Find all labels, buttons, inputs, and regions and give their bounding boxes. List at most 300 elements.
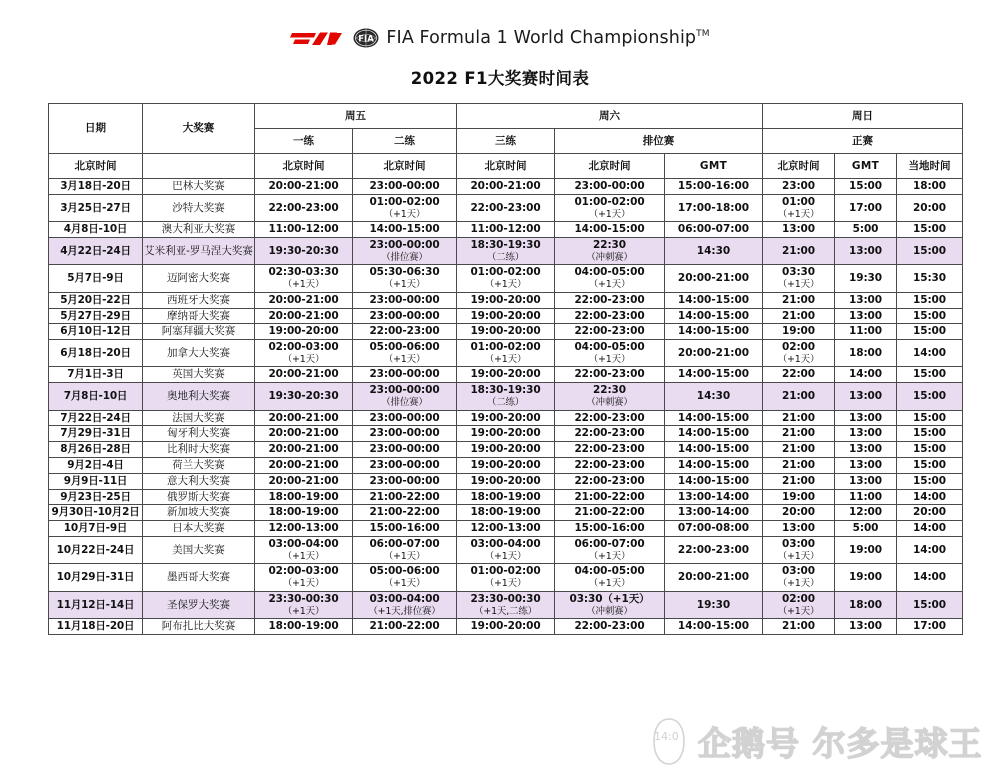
header-friday: 周五 xyxy=(255,104,457,129)
cell-fp3-value: 18:00-19:00 xyxy=(470,506,541,519)
cell-grand-prix-value: 阿布扎比大奖赛 xyxy=(161,620,236,633)
cell-grand-prix xyxy=(143,222,255,238)
cell-race-local-value: 15:00 xyxy=(913,368,946,381)
cell-race-beijing-value: 22:00 xyxy=(782,368,815,381)
cell-fp3-value: 11:00-12:00 xyxy=(470,223,541,236)
cell-race-gmt-value: 13:00 xyxy=(849,427,882,440)
cell-qualifying-beijing-value: 22:00-23:00 xyxy=(574,309,645,322)
cell-race-gmt-value: 13:00 xyxy=(849,244,882,257)
cell-race-beijing xyxy=(763,324,835,340)
header-qualifying-beijing: 北京时间 xyxy=(555,154,665,179)
cell-race-gmt xyxy=(835,367,897,383)
cell-fp2-value: 23:00-00:00 xyxy=(369,384,440,397)
cell-fp2 xyxy=(353,521,457,537)
cell-race-gmt xyxy=(835,458,897,474)
cell-grand-prix xyxy=(143,324,255,340)
cell-race-beijing-note: （+1天） xyxy=(777,279,820,291)
cell-qualifying-gmt-value: 14:00-15:00 xyxy=(677,411,750,424)
header-race-beijing: 北京时间 xyxy=(763,154,835,179)
cell-race-beijing xyxy=(763,521,835,537)
cell-fp3-value: 19:00-20:00 xyxy=(470,474,541,487)
cell-date xyxy=(49,179,143,195)
cell-fp2-value: 01:00-02:00 xyxy=(369,195,440,208)
table-row xyxy=(49,410,963,426)
cell-fp1-value: 20:00-21:00 xyxy=(268,474,339,487)
cell-race-local xyxy=(897,237,963,264)
cell-fp3 xyxy=(457,222,555,238)
cell-race-local xyxy=(897,410,963,426)
cell-fp2 xyxy=(353,458,457,474)
cell-qualifying-beijing-value: 15:00-16:00 xyxy=(574,522,645,535)
cell-race-gmt xyxy=(835,564,897,591)
cell-qualifying-beijing-value: 22:00-23:00 xyxy=(574,474,645,487)
cell-race-local xyxy=(897,564,963,591)
cell-fp2 xyxy=(353,292,457,308)
cell-race-local xyxy=(897,340,963,367)
cell-qualifying-beijing-value: 21:00-22:00 xyxy=(574,506,645,519)
cell-date-value: 11月12日-14日 xyxy=(56,598,135,611)
cell-race-gmt xyxy=(835,194,897,221)
cell-fp3-value: 23:30-00:30 xyxy=(470,592,541,605)
cell-qualifying-beijing xyxy=(555,340,665,367)
cell-fp1-value: 23:30-00:30 xyxy=(268,592,339,605)
cell-qualifying-beijing-value: 21:00-22:00 xyxy=(574,490,645,503)
cell-fp1 xyxy=(255,458,353,474)
cell-fp2-value: 21:00-22:00 xyxy=(369,506,440,519)
cell-race-gmt xyxy=(835,426,897,442)
cell-fp3 xyxy=(457,237,555,264)
cell-grand-prix xyxy=(143,383,255,410)
cell-fp1 xyxy=(255,489,353,505)
cell-qualifying-gmt xyxy=(665,265,763,292)
cell-fp2 xyxy=(353,367,457,383)
cell-grand-prix-value: 澳大利亚大奖赛 xyxy=(161,223,236,236)
cell-fp3 xyxy=(457,367,555,383)
cell-fp1-value: 20:00-21:00 xyxy=(268,309,339,322)
cell-fp3 xyxy=(457,537,555,564)
cell-grand-prix-value: 日本大奖赛 xyxy=(172,522,225,535)
cell-fp3-value: 19:00-20:00 xyxy=(470,427,541,440)
cell-qualifying-gmt-value: 19:30 xyxy=(696,598,731,611)
cell-fp2 xyxy=(353,179,457,195)
cell-fp1 xyxy=(255,324,353,340)
cell-fp3-note: （+1天） xyxy=(484,550,527,562)
cell-qualifying-gmt-value: 20:00-21:00 xyxy=(677,346,750,359)
cell-qualifying-gmt xyxy=(665,458,763,474)
cell-fp2-value: 05:00-06:00 xyxy=(369,341,440,354)
cell-date-value: 6月10日-12日 xyxy=(60,325,131,338)
cell-grand-prix xyxy=(143,367,255,383)
cell-qualifying-beijing xyxy=(555,442,665,458)
cell-qualifying-gmt xyxy=(665,222,763,238)
cell-qualifying-gmt-value: 06:00-07:00 xyxy=(677,223,750,236)
cell-fp2 xyxy=(353,237,457,264)
cell-fp2 xyxy=(353,383,457,410)
cell-race-local xyxy=(897,537,963,564)
cell-fp2 xyxy=(353,222,457,238)
cell-race-beijing-note: （+1天） xyxy=(777,550,820,562)
cell-race-gmt xyxy=(835,442,897,458)
cell-fp1 xyxy=(255,473,353,489)
table-row xyxy=(49,473,963,489)
cell-fp3 xyxy=(457,324,555,340)
cell-race-gmt xyxy=(835,324,897,340)
cell-date-value: 5月20日-22日 xyxy=(60,293,131,306)
cell-race-beijing xyxy=(763,367,835,383)
cell-race-gmt-value: 13:00 xyxy=(849,390,882,403)
cell-race-beijing-value: 21:00 xyxy=(782,390,815,403)
cell-race-local xyxy=(897,324,963,340)
cell-fp1-value: 20:00-21:00 xyxy=(268,427,339,440)
cell-race-local-value: 15:00 xyxy=(913,223,946,236)
cell-date-value: 9月23日-25日 xyxy=(60,490,131,503)
table-row xyxy=(49,179,963,195)
cell-date xyxy=(49,222,143,238)
cell-fp1 xyxy=(255,383,353,410)
cell-fp3-value: 20:00-21:00 xyxy=(470,180,541,192)
header-qualifying-gmt: GMT xyxy=(665,154,763,179)
cell-fp3-value: 19:00-20:00 xyxy=(470,368,541,381)
cell-qualifying-gmt-value: 13:00-14:00 xyxy=(677,490,750,503)
cell-fp2-value: 23:00-00:00 xyxy=(369,368,440,381)
cell-race-local-value: 18:00 xyxy=(913,180,946,192)
header-race: 正赛 xyxy=(763,129,963,154)
cell-race-gmt-value: 5:00 xyxy=(852,223,879,236)
cell-qualifying-beijing xyxy=(555,237,665,264)
cell-race-local xyxy=(897,222,963,238)
cell-fp2 xyxy=(353,537,457,564)
cell-date-value: 6月18日-20日 xyxy=(60,346,131,359)
cell-qualifying-beijing xyxy=(555,324,665,340)
cell-race-local xyxy=(897,367,963,383)
cell-qualifying-gmt-value: 20:00-21:00 xyxy=(677,571,750,584)
cell-qualifying-gmt xyxy=(665,324,763,340)
table-row xyxy=(49,521,963,537)
cell-race-beijing xyxy=(763,458,835,474)
cell-fp1-value: 12:00-13:00 xyxy=(268,522,339,535)
cell-race-gmt xyxy=(835,383,897,410)
header-grand-prix: 大奖赛 xyxy=(143,104,255,154)
cell-qualifying-beijing-value: 22:00-23:00 xyxy=(574,368,645,381)
cell-race-local-value: 15:00 xyxy=(913,427,946,440)
cell-date xyxy=(49,367,143,383)
watermark-small-text: 14:0 xyxy=(654,730,679,743)
cell-race-gmt xyxy=(835,505,897,521)
cell-race-beijing-value: 03:00 xyxy=(782,565,815,578)
cell-qualifying-beijing-value: 23:00-00:00 xyxy=(574,180,645,192)
header-row-group xyxy=(49,104,963,129)
cell-date-value: 5月27日-29日 xyxy=(60,309,131,322)
header-race-gmt: GMT xyxy=(835,154,897,179)
cell-grand-prix-value: 荷兰大奖赛 xyxy=(172,459,225,472)
cell-date-value: 11月18日-20日 xyxy=(56,620,135,633)
table-row xyxy=(49,383,963,410)
cell-date-value: 4月8日-10日 xyxy=(63,223,128,236)
cell-fp2 xyxy=(353,442,457,458)
cell-fp3-value: 19:00-20:00 xyxy=(470,293,541,306)
cell-qualifying-beijing xyxy=(555,292,665,308)
cell-grand-prix xyxy=(143,458,255,474)
cell-race-beijing-value: 03:00 xyxy=(782,538,815,551)
cell-fp3-value: 19:00-20:00 xyxy=(470,411,541,424)
cell-fp2-value: 15:00-16:00 xyxy=(369,522,440,535)
cell-date xyxy=(49,410,143,426)
cell-qualifying-beijing-value: 14:00-15:00 xyxy=(574,223,645,236)
cell-fp2 xyxy=(353,489,457,505)
cell-fp2-value: 05:00-06:00 xyxy=(369,565,440,578)
cell-qualifying-gmt-value: 15:00-16:00 xyxy=(677,180,750,192)
cell-qualifying-beijing xyxy=(555,458,665,474)
cell-qualifying-beijing-value: 06:00-07:00 xyxy=(574,538,645,551)
cell-fp3-value: 22:00-23:00 xyxy=(470,201,541,214)
cell-fp3 xyxy=(457,340,555,367)
cell-fp1 xyxy=(255,265,353,292)
cell-race-gmt-value: 12:00 xyxy=(849,506,882,519)
cell-date xyxy=(49,489,143,505)
cell-grand-prix xyxy=(143,442,255,458)
cell-race-beijing-value: 21:00 xyxy=(782,309,815,322)
cell-fp3 xyxy=(457,564,555,591)
cell-race-gmt-value: 11:00 xyxy=(849,325,882,338)
cell-qualifying-beijing-value: 01:00-02:00 xyxy=(574,195,645,208)
cell-race-local-value: 14:00 xyxy=(913,490,946,503)
header-gp-blank xyxy=(143,154,255,179)
cell-race-local-value: 15:00 xyxy=(913,309,946,322)
cell-qualifying-beijing-value: 22:00-23:00 xyxy=(574,427,645,440)
table-row xyxy=(49,426,963,442)
cell-race-local-value: 15:00 xyxy=(913,325,946,338)
cell-fp2 xyxy=(353,340,457,367)
cell-fp1 xyxy=(255,619,353,635)
table-row xyxy=(49,324,963,340)
cell-fp1 xyxy=(255,292,353,308)
cell-date xyxy=(49,537,143,564)
cell-qualifying-gmt-value: 13:00-14:00 xyxy=(677,506,750,519)
cell-race-local xyxy=(897,426,963,442)
cell-fp1-value: 03:00-04:00 xyxy=(268,538,339,551)
table-row xyxy=(49,591,963,618)
cell-qualifying-gmt-value: 14:00-15:00 xyxy=(677,325,750,338)
cell-date-value: 7月29日-31日 xyxy=(60,427,131,440)
cell-grand-prix xyxy=(143,340,255,367)
cell-date xyxy=(49,308,143,324)
cell-fp2-value: 23:00-00:00 xyxy=(369,411,440,424)
cell-race-gmt-value: 13:00 xyxy=(849,309,882,322)
cell-race-gmt-value: 14:00 xyxy=(849,368,882,381)
cell-fp3-note: （+1天） xyxy=(484,279,527,291)
header-date: 日期 xyxy=(49,104,143,154)
table-row xyxy=(49,237,963,264)
cell-fp2 xyxy=(353,426,457,442)
table-row xyxy=(49,308,963,324)
cell-qualifying-gmt-value: 14:00-15:00 xyxy=(677,309,750,322)
cell-date-value: 9月30日-10月2日 xyxy=(51,506,140,519)
cell-date xyxy=(49,237,143,264)
cell-race-beijing-note: （+1天） xyxy=(777,605,820,617)
cell-fp2 xyxy=(353,591,457,618)
cell-fp2 xyxy=(353,410,457,426)
trademark-mark: TM xyxy=(696,29,710,40)
cell-grand-prix-value: 法国大奖赛 xyxy=(172,411,225,424)
cell-fp2-value: 03:00-04:00 xyxy=(369,592,440,605)
cell-fp3-value: 18:30-19:30 xyxy=(470,384,541,397)
cell-race-gmt-value: 18:00 xyxy=(849,346,882,359)
cell-qualifying-beijing xyxy=(555,179,665,195)
cell-race-beijing-value: 21:00 xyxy=(782,244,815,257)
cell-race-gmt-value: 13:00 xyxy=(849,411,882,424)
cell-race-beijing xyxy=(763,292,835,308)
cell-grand-prix xyxy=(143,619,255,635)
cell-fp2-value: 23:00-00:00 xyxy=(369,180,440,192)
f1-logo-icon xyxy=(290,29,346,48)
table-head xyxy=(49,104,963,179)
cell-date-value: 7月22日-24日 xyxy=(60,411,131,424)
cell-fp1-value: 22:00-23:00 xyxy=(268,201,339,214)
cell-qualifying-beijing xyxy=(555,505,665,521)
cell-grand-prix-value: 俄罗斯大奖赛 xyxy=(167,490,230,503)
cell-fp2-value: 23:00-00:00 xyxy=(369,427,440,440)
cell-qualifying-gmt-value: 14:00-15:00 xyxy=(677,443,750,456)
cell-date xyxy=(49,473,143,489)
cell-race-beijing xyxy=(763,410,835,426)
cell-qualifying-beijing-value: 04:00-05:00 xyxy=(574,341,645,354)
cell-race-beijing-value: 19:00 xyxy=(782,490,815,503)
cell-qualifying-gmt xyxy=(665,489,763,505)
cell-fp1-note: （+1天） xyxy=(282,578,325,590)
cell-race-beijing xyxy=(763,505,835,521)
cell-race-local xyxy=(897,521,963,537)
cell-race-local xyxy=(897,194,963,221)
cell-fp1-value: 20:00-21:00 xyxy=(268,293,339,306)
table-row xyxy=(49,292,963,308)
cell-race-local-value: 20:00 xyxy=(913,506,946,519)
cell-fp1 xyxy=(255,537,353,564)
cell-date xyxy=(49,340,143,367)
cell-fp2 xyxy=(353,619,457,635)
cell-grand-prix-value: 艾米利亚-罗马涅大奖赛 xyxy=(144,244,253,257)
cell-race-gmt-value: 5:00 xyxy=(852,522,879,535)
cell-race-local-value: 15:00 xyxy=(913,443,946,456)
cell-date xyxy=(49,426,143,442)
cell-grand-prix-value: 新加坡大奖赛 xyxy=(167,506,230,519)
cell-race-beijing xyxy=(763,340,835,367)
cell-qualifying-beijing-note: （冲刺赛） xyxy=(586,605,633,617)
cell-grand-prix xyxy=(143,521,255,537)
cell-fp3 xyxy=(457,458,555,474)
cell-qualifying-gmt xyxy=(665,383,763,410)
cell-fp3 xyxy=(457,521,555,537)
cell-fp1-value: 20:00-21:00 xyxy=(268,411,339,424)
cell-fp1-value: 20:00-21:00 xyxy=(268,180,339,192)
table-row xyxy=(49,505,963,521)
cell-qualifying-gmt-value: 14:30 xyxy=(696,390,731,403)
cell-date xyxy=(49,383,143,410)
cell-qualifying-beijing xyxy=(555,426,665,442)
cell-grand-prix-value: 美国大奖赛 xyxy=(172,543,225,556)
cell-fp2-note: （+1天,排位赛） xyxy=(368,605,441,617)
cell-race-beijing xyxy=(763,237,835,264)
cell-grand-prix xyxy=(143,489,255,505)
cell-race-local xyxy=(897,292,963,308)
cell-qualifying-beijing-note: （+1天） xyxy=(588,578,631,590)
cell-race-beijing-value: 21:00 xyxy=(782,411,815,424)
cell-race-beijing xyxy=(763,619,835,635)
cell-fp3-note: （二练） xyxy=(486,251,525,263)
cell-race-gmt-value: 13:00 xyxy=(849,293,882,306)
cell-grand-prix-value: 巴林大奖赛 xyxy=(172,180,225,192)
cell-fp3 xyxy=(457,442,555,458)
cell-fp2-value: 22:00-23:00 xyxy=(369,325,440,338)
cell-fp2 xyxy=(353,194,457,221)
cell-race-gmt xyxy=(835,265,897,292)
table-row xyxy=(49,367,963,383)
cell-race-local-value: 14:00 xyxy=(913,346,946,359)
cell-fp1-value: 18:00-19:00 xyxy=(268,506,339,519)
cell-date xyxy=(49,564,143,591)
cell-race-beijing xyxy=(763,308,835,324)
cell-qualifying-beijing xyxy=(555,308,665,324)
cell-fp2 xyxy=(353,324,457,340)
cell-qualifying-gmt xyxy=(665,292,763,308)
cell-fp2 xyxy=(353,473,457,489)
cell-grand-prix-value: 加拿大大奖赛 xyxy=(167,346,230,359)
cell-qualifying-gmt-value: 14:00-15:00 xyxy=(677,459,750,472)
cell-grand-prix-value: 比利时大奖赛 xyxy=(167,443,230,456)
page-subtitle: 2022 F1大奖赛时间表 xyxy=(410,69,590,88)
cell-fp3 xyxy=(457,308,555,324)
cell-race-local xyxy=(897,265,963,292)
table-row xyxy=(49,442,963,458)
cell-race-gmt xyxy=(835,292,897,308)
cell-date xyxy=(49,505,143,521)
championship-title-text: FIA Formula 1 World Championship xyxy=(386,28,697,48)
cell-race-beijing xyxy=(763,222,835,238)
cell-grand-prix-value: 墨西哥大奖赛 xyxy=(167,571,230,584)
cell-fp3-value: 03:00-04:00 xyxy=(470,538,541,551)
cell-fp1 xyxy=(255,367,353,383)
header-saturday: 周六 xyxy=(457,104,763,129)
cell-fp3 xyxy=(457,505,555,521)
cell-race-beijing xyxy=(763,265,835,292)
header-fp1: 一练 xyxy=(255,129,353,154)
cell-race-beijing-value: 03:30 xyxy=(782,266,815,279)
header-fp2-timezone: 北京时间 xyxy=(353,154,457,179)
cell-date-value: 7月1日-3日 xyxy=(67,368,124,381)
cell-qualifying-beijing-value: 22:30 xyxy=(593,384,626,397)
cell-race-gmt xyxy=(835,179,897,195)
cell-qualifying-gmt xyxy=(665,591,763,618)
cell-qualifying-gmt xyxy=(665,367,763,383)
cell-fp2-value: 23:00-00:00 xyxy=(369,459,440,472)
cell-date-value: 9月2日-4日 xyxy=(67,459,124,472)
table-body xyxy=(49,179,963,635)
cell-fp1 xyxy=(255,308,353,324)
cell-race-local-value: 14:00 xyxy=(913,543,946,556)
cell-fp3 xyxy=(457,473,555,489)
cell-fp2-value: 21:00-22:00 xyxy=(369,490,440,503)
cell-fp1-value: 02:00-03:00 xyxy=(268,341,339,354)
cell-fp2-value: 23:00-00:00 xyxy=(369,238,440,251)
cell-grand-prix-value: 意大利大奖赛 xyxy=(167,474,230,487)
cell-fp1 xyxy=(255,410,353,426)
cell-race-local-value: 15:00 xyxy=(913,474,946,487)
cell-date xyxy=(49,442,143,458)
cell-qualifying-beijing-value: 22:00-23:00 xyxy=(574,620,645,633)
cell-qualifying-gmt-value: 14:00-15:00 xyxy=(677,368,750,381)
cell-fp1-note: （+1天） xyxy=(282,550,325,562)
cell-grand-prix xyxy=(143,265,255,292)
table-row xyxy=(49,265,963,292)
